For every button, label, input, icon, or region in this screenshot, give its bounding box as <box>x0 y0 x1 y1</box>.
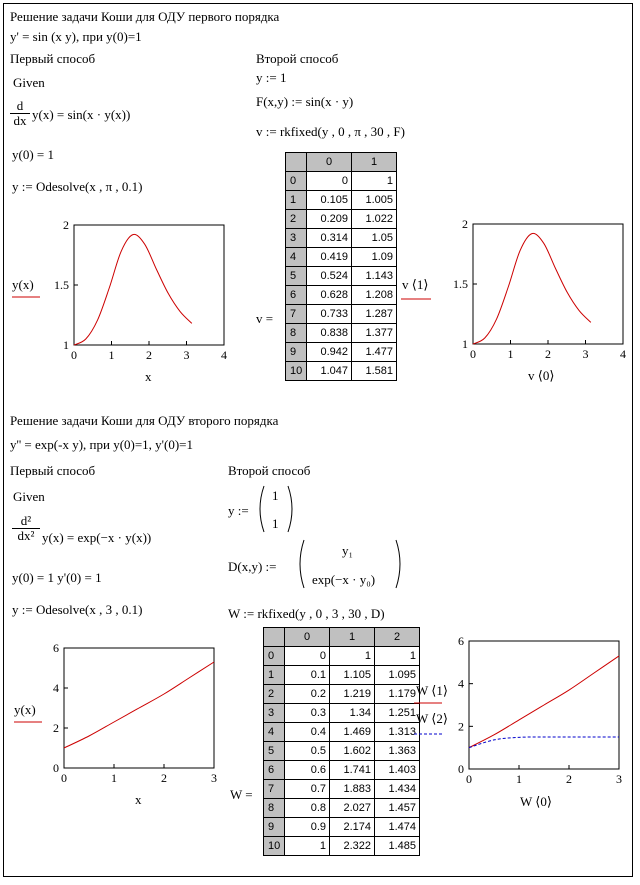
x-tick-label: 2 <box>566 772 572 786</box>
s2-matrix-row-header: 2 <box>264 685 285 704</box>
y-tick-label: 1.5 <box>453 277 468 291</box>
y-tick-label: 2 <box>63 218 69 232</box>
s2-matrix-row-header: 8 <box>264 799 285 818</box>
s1-matrix-cell: 1.047 <box>307 362 352 381</box>
s2-matrix-row <box>264 761 420 780</box>
series-line <box>473 233 591 344</box>
s1-matrix-cell: 1 <box>352 172 397 191</box>
s1-graph1-ylabel: y(x) <box>12 277 34 292</box>
s1-matrix-cell: 1.022 <box>352 210 397 229</box>
s2-matrix-cell: 0.6 <box>285 761 330 780</box>
s1-matrix-cell: 0.314 <box>307 229 352 248</box>
x-tick-label: 1 <box>108 348 115 362</box>
s2-matrix-col-header: 2 <box>375 628 420 647</box>
s2-matrix-col-header: 1 <box>330 628 375 647</box>
s1-matrix-col-header: 0 <box>307 153 352 172</box>
s2-matrix-cell: 0 <box>285 647 330 666</box>
s2-matrix-cell: 1.34 <box>330 704 375 723</box>
s2-matrix-row <box>264 837 420 856</box>
y-tick-label: 2 <box>462 217 468 231</box>
s2-matrix-cell: 1.179 <box>375 685 420 704</box>
x-tick-label: 0 <box>466 772 472 786</box>
s1-matrix-cell: 0.419 <box>307 248 352 267</box>
s2-D-vec-1: exp(−x · y₀) <box>312 572 376 587</box>
s2-matrix-cell: 0.8 <box>285 799 330 818</box>
s1-matrix-cell: 1.377 <box>352 324 397 343</box>
s1-matrix-cell: 1.477 <box>352 343 397 362</box>
s1-matrix-row <box>286 267 397 286</box>
s2-graph1-plot[interactable] <box>53 641 217 785</box>
s1-matrix-cell: 0.628 <box>307 286 352 305</box>
s1-matrix-row <box>286 229 397 248</box>
section2-title: Решение задачи Коши для ОДУ второго порядка <box>10 413 279 428</box>
s1-method2-heading: Второй способ <box>256 51 339 66</box>
s1-graph1-legend-line <box>12 296 42 298</box>
s1-method1-heading: Первый способ <box>10 51 96 66</box>
s2-matrix-cell: 0.3 <box>285 704 330 723</box>
s2-graph2-plot[interactable] <box>458 634 622 786</box>
s2-matrix-cell: 1.883 <box>330 780 375 799</box>
s2-y-def[interactable]: y := <box>228 503 249 518</box>
s1-matrix-row <box>286 172 397 191</box>
s2-graph2-legend-line1 <box>414 702 444 704</box>
s2-matrix-cell: 0.4 <box>285 723 330 742</box>
x-tick-label: 3 <box>211 771 217 785</box>
s1-F-def[interactable]: F(x,y) := sin(x · y) <box>256 94 354 109</box>
x-tick-label: 0 <box>71 348 77 362</box>
s2-graph1-legend-line <box>14 721 44 723</box>
s1-matrix-row <box>286 305 397 324</box>
x-tick-label: 3 <box>183 348 190 362</box>
x-tick-label: 4 <box>221 348 227 362</box>
x-tick-label: 3 <box>582 347 589 361</box>
s1-matrix-row-header: 3 <box>286 229 307 248</box>
y-tick-label: 2 <box>458 719 464 734</box>
s1-matrix-cell: 0.733 <box>307 305 352 324</box>
series-line <box>64 662 214 748</box>
x-tick-label: 1 <box>507 347 514 361</box>
s1-matrix-row <box>286 362 397 381</box>
s1-matrix-col-header: 1 <box>352 153 397 172</box>
s1-graph2-legend-line <box>401 298 431 300</box>
s1-derivative[interactable]: $\frac{d}{dx}$ <box>10 99 30 128</box>
s2-result-matrix[interactable] <box>263 627 420 856</box>
y-tick-label: 0 <box>53 761 59 775</box>
s2-matrix-row <box>264 666 420 685</box>
x-tick-label: 0 <box>470 347 476 361</box>
s1-matrix-cell: 0.105 <box>307 191 352 210</box>
s1-matrix-cell: 1.09 <box>352 248 397 267</box>
x-tick-label: 0 <box>61 771 67 785</box>
s2-matrix-label: W = <box>230 787 253 802</box>
s1-matrix-row <box>286 324 397 343</box>
s1-matrix-cell: 1.143 <box>352 267 397 286</box>
s2-matrix-cell: 1.434 <box>375 780 420 799</box>
series-line <box>469 737 619 748</box>
s2-matrix-row <box>264 818 420 837</box>
y-tick-label: 1.5 <box>54 278 69 292</box>
s2-matrix-row-header: 10 <box>264 837 285 856</box>
s1-graph2-plot[interactable] <box>453 217 626 361</box>
s1-matrix-cell: 0.524 <box>307 267 352 286</box>
s1-matrix-cell: 0.942 <box>307 343 352 362</box>
s2-matrix-row <box>264 742 420 761</box>
y-tick-label: 4 <box>53 681 59 695</box>
s1-matrix-row-header: 4 <box>286 248 307 267</box>
s2-matrix-cell: 2.322 <box>330 837 375 856</box>
s2-matrix-row-header: 4 <box>264 723 285 742</box>
s2-matrix-cell: 1.457 <box>375 799 420 818</box>
s2-matrix-cell: 1.403 <box>375 761 420 780</box>
s1-matrix-cell: 1.208 <box>352 286 397 305</box>
section2-equation: y'' = exp(-x y), при y(0)=1, y'(0)=1 <box>10 437 194 452</box>
s2-matrix-cell: 1.095 <box>375 666 420 685</box>
s2-graph2-legend-line2 <box>414 733 444 735</box>
s2-method2-heading: Второй способ <box>228 463 311 478</box>
y-tick-label: 0 <box>458 762 464 776</box>
plot-frame <box>74 225 224 345</box>
x-tick-label: 2 <box>161 771 167 785</box>
s1-matrix-cell: 1.05 <box>352 229 397 248</box>
s2-given[interactable]: Given <box>13 489 45 504</box>
s2-matrix-cell: 0.9 <box>285 818 330 837</box>
s2-graph2-ylabel2: W ⟨2⟩ <box>416 711 448 726</box>
s1-matrix-row-header: 5 <box>286 267 307 286</box>
s2-matrix-cell: 1.363 <box>375 742 420 761</box>
s2-y-vec-0: 1 <box>272 488 279 503</box>
s2-D-vec-0: y₁ <box>342 543 354 558</box>
s1-matrix-corner <box>286 153 307 172</box>
s1-matrix-label: v = <box>256 311 274 326</box>
s1-matrix-row-header: 1 <box>286 191 307 210</box>
y-tick-label: 6 <box>53 641 59 655</box>
s1-matrix-row <box>286 210 397 229</box>
s2-derivative[interactable]: $\frac{\text{d²}}{\text{dx²}}$ <box>12 514 40 543</box>
s2-matrix-cell: 1.251 <box>375 704 420 723</box>
s1-result-matrix[interactable] <box>285 152 397 381</box>
s2-graph1-xlabel: x <box>135 792 142 807</box>
plot-frame <box>473 224 623 344</box>
s2-matrix-col-header: 0 <box>285 628 330 647</box>
s1-matrix-row-header: 10 <box>286 362 307 381</box>
s2-matrix-cell: 1.469 <box>330 723 375 742</box>
s2-matrix-cell: 2.174 <box>330 818 375 837</box>
s2-matrix-row <box>264 799 420 818</box>
s1-y-def[interactable]: y := 1 <box>256 70 287 85</box>
s1-matrix-row-header: 0 <box>286 172 307 191</box>
s1-matrix-cell: 0 <box>307 172 352 191</box>
s2-ode[interactable]: y(x) = exp(−x · y(x)) <box>42 530 152 545</box>
s2-matrix-row-header: 1 <box>264 666 285 685</box>
s2-matrix-row <box>264 685 420 704</box>
series-line <box>74 234 192 345</box>
x-tick-label: 2 <box>146 348 152 362</box>
s2-odesolve[interactable]: y := Odesolve(x , 3 , 0.1) <box>12 602 143 617</box>
s1-init[interactable]: y(0) = 1 <box>12 147 54 162</box>
s2-rkfixed[interactable]: W := rkfixed(y , 0 , 3 , 30 , D) <box>228 606 385 621</box>
s1-matrix-row-header: 8 <box>286 324 307 343</box>
s1-matrix-row <box>286 191 397 210</box>
s2-graph2-ylabel1: W ⟨1⟩ <box>416 683 448 698</box>
x-tick-label: 4 <box>620 347 626 361</box>
s1-graph1-plot[interactable] <box>54 218 227 362</box>
s2-matrix-cell: 0.1 <box>285 666 330 685</box>
s2-matrix-cell: 0.5 <box>285 742 330 761</box>
s2-matrix-row <box>264 780 420 799</box>
y-tick-label: 1 <box>462 337 468 351</box>
s1-matrix-row <box>286 343 397 362</box>
s2-matrix-cell: 1.741 <box>330 761 375 780</box>
s2-y-vec-1: 1 <box>272 516 279 531</box>
x-tick-label: 3 <box>616 772 622 786</box>
s2-init[interactable]: y(0) = 1 y'(0) = 1 <box>12 570 102 585</box>
s2-matrix-row-header: 9 <box>264 818 285 837</box>
s1-matrix-row-header: 2 <box>286 210 307 229</box>
s2-matrix-row-header: 5 <box>264 742 285 761</box>
s2-matrix-cell: 1.485 <box>375 837 420 856</box>
s2-matrix-cell: 1 <box>375 647 420 666</box>
s1-matrix-row <box>286 286 397 305</box>
s2-graph2-xlabel: W ⟨0⟩ <box>520 794 552 809</box>
s1-matrix-cell: 1.581 <box>352 362 397 381</box>
s1-graph2-xlabel: v ⟨0⟩ <box>528 368 555 383</box>
s2-matrix-cell: 1 <box>330 647 375 666</box>
s1-matrix-row <box>286 248 397 267</box>
s2-matrix-cell: 1.105 <box>330 666 375 685</box>
s1-matrix-row-header: 6 <box>286 286 307 305</box>
s2-matrix-row-header: 7 <box>264 780 285 799</box>
x-tick-label: 2 <box>545 347 551 361</box>
s1-matrix-cell: 0.209 <box>307 210 352 229</box>
s2-matrix-cell: 1.313 <box>375 723 420 742</box>
s1-matrix-cell: 1.005 <box>352 191 397 210</box>
s2-matrix-row-header: 6 <box>264 761 285 780</box>
s2-matrix-cell: 1.474 <box>375 818 420 837</box>
s2-matrix-cell: 1 <box>285 837 330 856</box>
x-tick-label: 1 <box>111 771 117 785</box>
s1-given[interactable]: Given <box>13 75 45 90</box>
y-tick-label: 2 <box>53 721 59 735</box>
s1-matrix-cell: 1.287 <box>352 305 397 324</box>
s1-ode[interactable]: y(x) = sin(x · y(x)) <box>32 107 131 122</box>
x-tick-label: 1 <box>516 772 522 786</box>
s2-matrix-row-header: 0 <box>264 647 285 666</box>
s2-matrix-cell: 1.602 <box>330 742 375 761</box>
s1-rkfixed[interactable]: v := rkfixed(y , 0 , π , 30 , F) <box>256 124 405 139</box>
s2-D-def[interactable]: D(x,y) := <box>228 559 277 574</box>
s2-matrix-row <box>264 723 420 742</box>
s2-matrix-cell: 1.219 <box>330 685 375 704</box>
s1-matrix-row-header: 9 <box>286 343 307 362</box>
s2-graph1-ylabel: y(x) <box>14 702 36 717</box>
s2-matrix-corner <box>264 628 285 647</box>
s1-graph1-xlabel: x <box>145 369 152 384</box>
y-tick-label: 4 <box>458 676 464 691</box>
s1-graph2-ylabel: v ⟨1⟩ <box>402 277 429 292</box>
s2-matrix-row <box>264 647 420 666</box>
y-tick-label: 6 <box>458 634 464 648</box>
s2-matrix-row <box>264 704 420 723</box>
s2-matrix-cell: 0.2 <box>285 685 330 704</box>
s1-odesolve[interactable]: y := Odesolve(x , π , 0.1) <box>12 179 143 194</box>
s1-matrix-row-header: 7 <box>286 305 307 324</box>
y-tick-label: 1 <box>63 338 69 352</box>
s2-matrix-row-header: 3 <box>264 704 285 723</box>
section1-equation: y' = sin (x y), при y(0)=1 <box>10 29 142 44</box>
s2-method1-heading: Первый способ <box>10 463 96 478</box>
section1-title: Решение задачи Коши для ОДУ первого порядка <box>10 9 280 24</box>
s2-matrix-cell: 0.7 <box>285 780 330 799</box>
series-line <box>469 656 619 748</box>
s1-matrix-cell: 0.838 <box>307 324 352 343</box>
s2-matrix-cell: 2.027 <box>330 799 375 818</box>
